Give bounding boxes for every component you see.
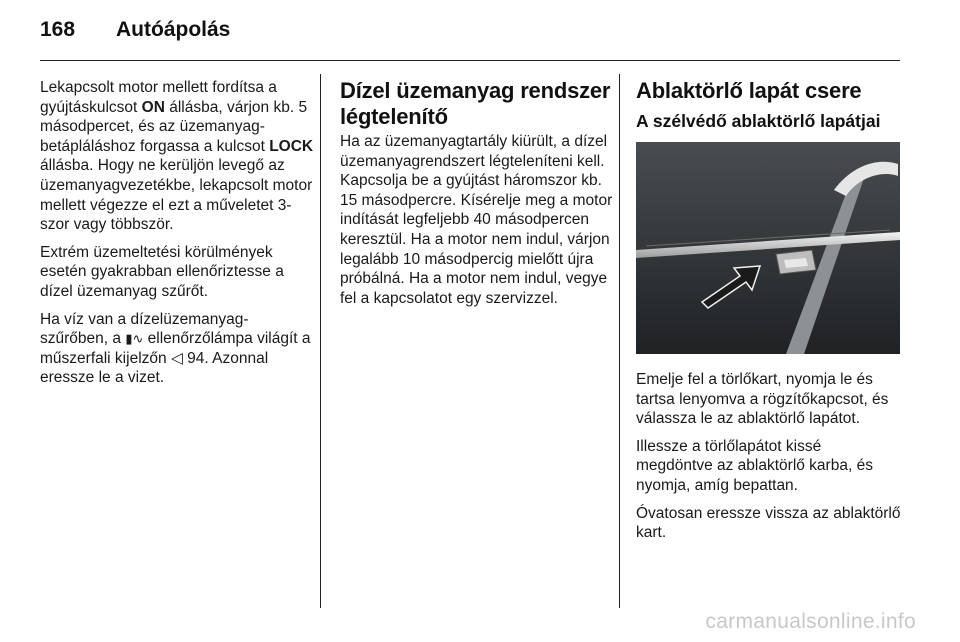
column-right [636,78,902,551]
on-label: ON [141,98,165,116]
page-reference-icon: ◁ [170,349,183,367]
section-heading-fuel-bleeding: Dízel üzemanyag rendszer légtelenítő [340,78,611,129]
paragraph-extreme-conditions: Extrém üzemeltetési körülmények esetén gyakrabban ellenőriztesse a dízel üzemanyag szűrőt. [40,243,284,300]
paragraph-water-in-filter: Ha víz van a dízelüzemanyag-szűrőben, a ▮∿ ellenőrzőlámpa világít a műszerfali kijelzőn ◁ 94. Azonnal eressze le a vizet. [40,310,311,387]
column-divider-2 [619,74,620,608]
watermark: carmanualsonline.info [705,610,916,633]
wiper-blade-photo [636,142,900,354]
column-left [40,78,314,396]
paragraph-attach-blade: Illessze a törlőlapátot kissé megdöntve az ablaktörlő karba, és nyomja, amíg bepattan. [636,437,873,494]
paragraph-lower-arm: Óvatosan eressze vissza az ablaktörlő kart. [636,504,901,542]
paragraph-remove-blade: Emelje fel a törlőkart, nyomja le és tartsa lenyomva a rögzítőkapcsot, és válassza le az ablaktörlő lapátot. [636,371,889,428]
page-title: Autóápolás [116,18,231,41]
subheading-windscreen-wiper: A szélvédő ablaktörlő lapátjai [636,111,881,131]
page-number: 168 [40,18,76,41]
water-in-fuel-icon: ▮∿ [125,331,144,347]
header-divider [40,60,900,61]
paragraph-ignition: Lekapcsolt motor mellett fordítsa a gyújtáskulcsot ON állásba, várjon kb. 5 másodpercet, és az üzemanyag-betápláláshoz forgassa a kulcsot LOCK állásba. Hogy ne kerüljön levegő az üzemanyagvezetékbe, lekapcsolt motor mellett végezze el ezt a műveletet 3-szor vagy többször. [40,79,314,234]
column-divider-1 [320,74,321,608]
column-middle [340,78,614,316]
lock-label: LOCK [269,137,314,155]
paragraph-fuel-bleeding: Ha az üzemanyagtartály kiürült, a dízel üzemanyagrendszert légteleníteni kell. Kapcsolja be a gyújtást háromszor kb. 15 másodpercre. Kísérelje meg a motor indítását legfeljebb 40 másodpercen keresztül. Ha a motor nem indul, várjon legalább 10 másodpercig mielőtt újra próbálná. Ha a motor nem indul, vegye fel a kapcsolatot egy szervizzel. [340,133,613,307]
section-heading-wiper-blade: Ablaktörlő lapát csere [636,78,862,103]
